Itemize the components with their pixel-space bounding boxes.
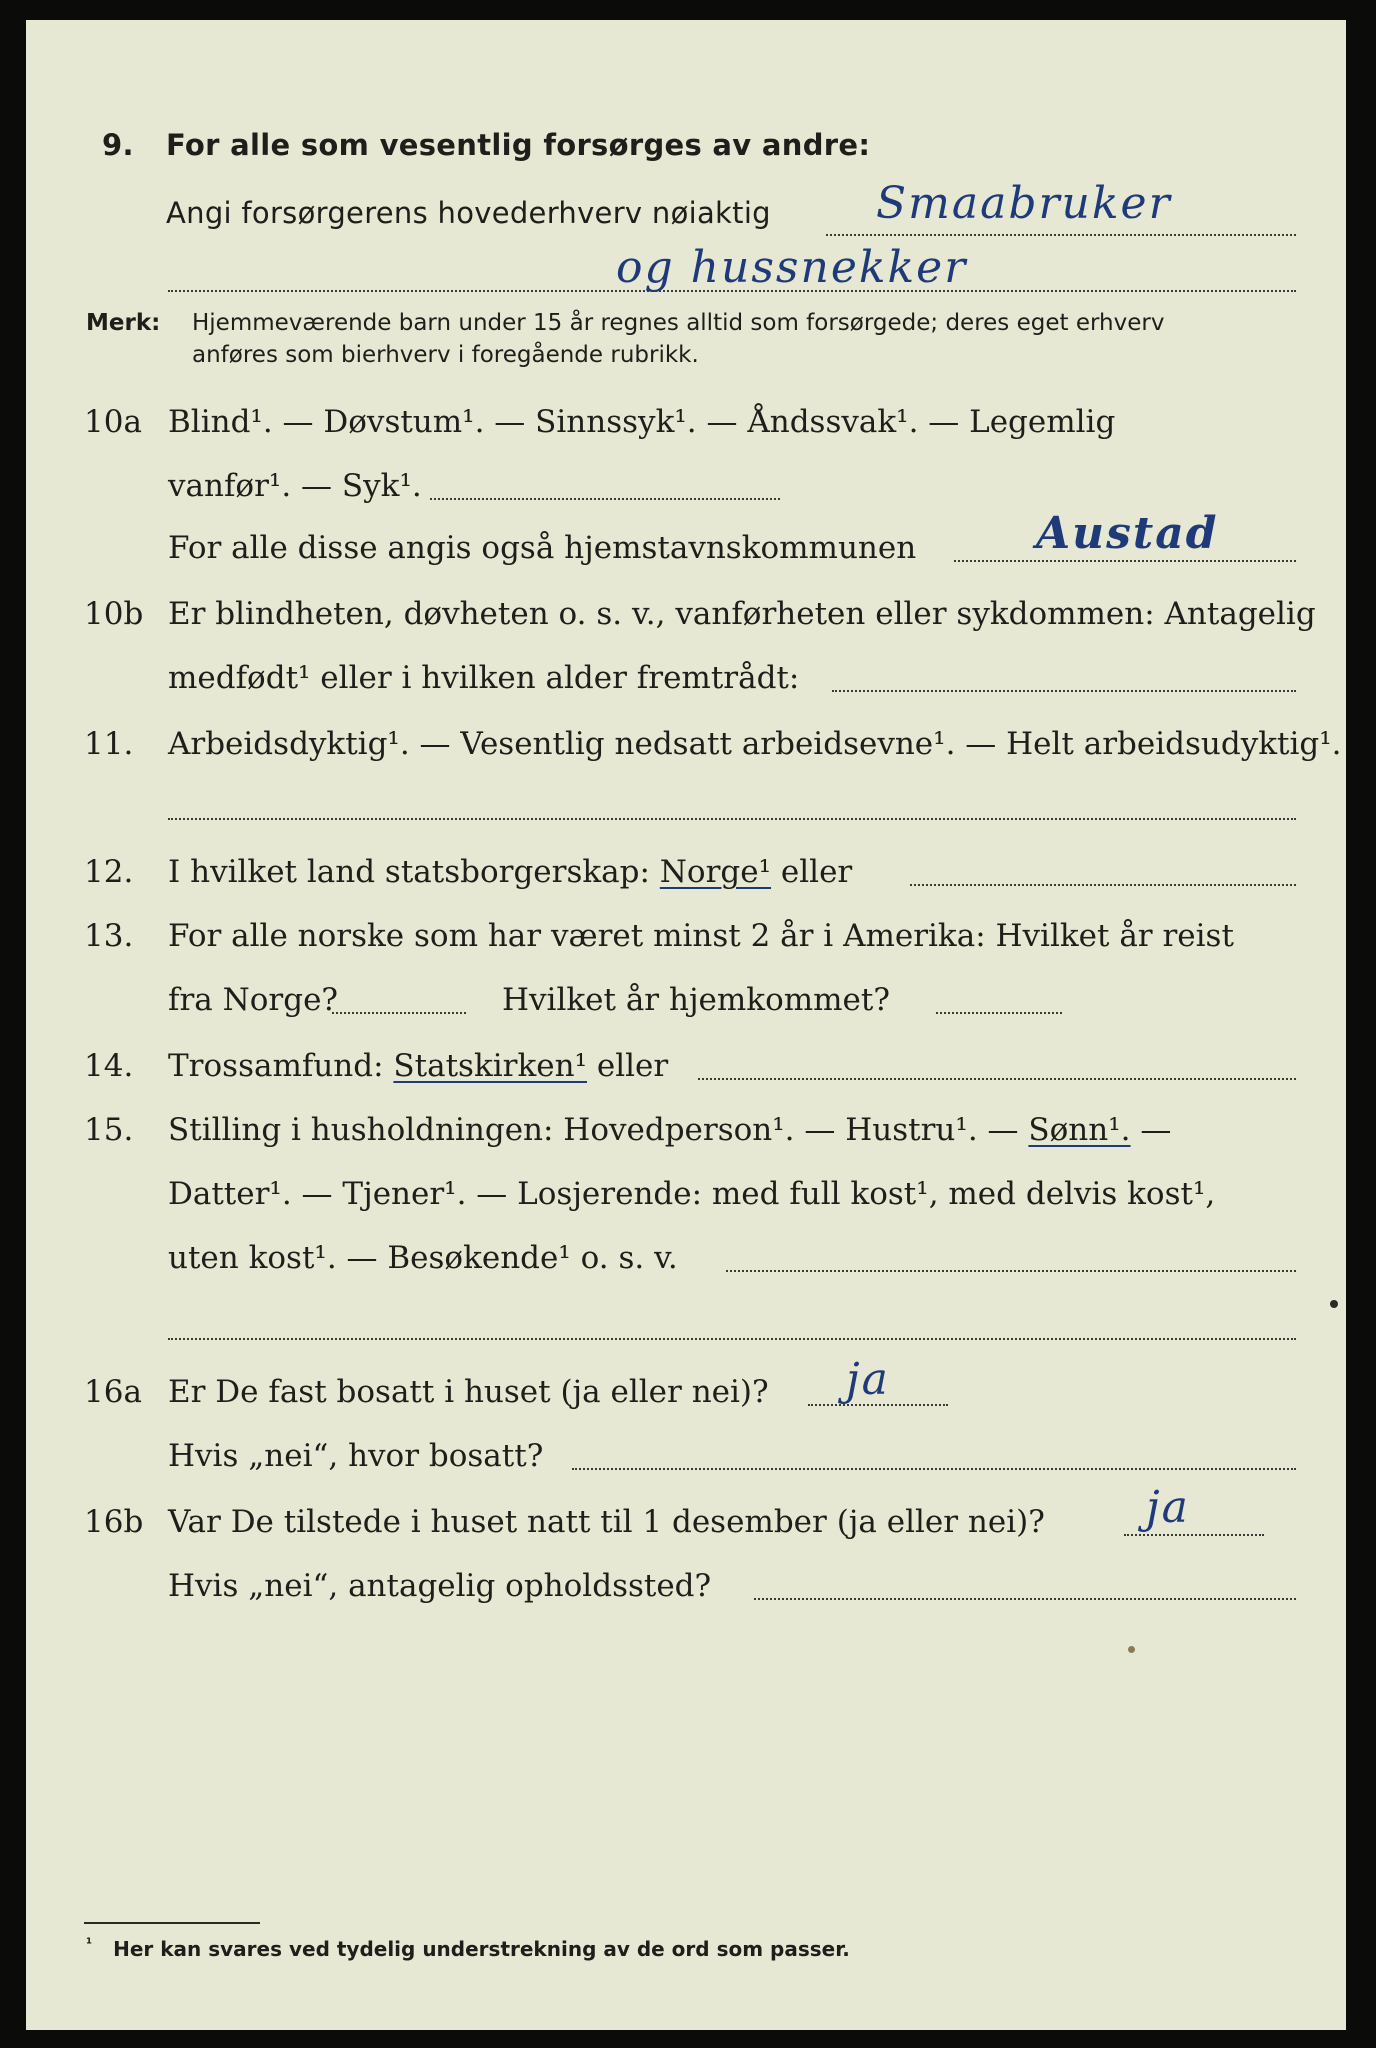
q10a-number: 10a	[84, 404, 142, 440]
q15-answer-line1	[726, 1270, 1296, 1272]
paper-speck	[1330, 1300, 1338, 1308]
q12-norge-underlined: Norge¹	[659, 854, 772, 890]
q12-post: eller	[780, 854, 853, 890]
q11-number: 11.	[84, 726, 134, 762]
merk-line1: Hjemmeværende barn under 15 år regnes alltid som forsørgede; deres eget erhverv	[192, 310, 1165, 336]
q16a-answer-handwritten: ja	[846, 1354, 890, 1405]
q14-answer-line	[698, 1078, 1296, 1080]
q13-line2a: fra Norge?	[168, 982, 339, 1018]
q13-hjemkommet-line	[936, 1012, 1062, 1014]
q16b-line1: Var De tilstede i huset natt til 1 desember (ja eller nei)?	[168, 1504, 1045, 1540]
census-form-page	[26, 20, 1346, 2030]
q15-line3: uten kost¹. — Besøkende¹ o. s. v.	[168, 1240, 678, 1276]
q14-pre: Trossamfund:	[168, 1048, 384, 1084]
q10a-answer-line	[954, 560, 1296, 562]
q16b-line2: Hvis „nei“, antagelig opholdssted?	[168, 1568, 712, 1604]
q10a-answer-handwritten: Austad	[1036, 508, 1219, 559]
q16b-opholdssted-line	[754, 1598, 1296, 1600]
q13-reist-line	[332, 1012, 466, 1014]
q12-answer-line	[910, 884, 1296, 886]
q16b-number: 16b	[84, 1504, 144, 1540]
q12-pre: I hvilket land statsborgerskap:	[168, 854, 650, 890]
q16a-number: 16a	[84, 1374, 142, 1410]
q9-answer-line1	[826, 234, 1296, 236]
q10a-line3: For alle disse angis også hjemstavnskommunen	[168, 530, 917, 566]
q10b-line2: medfødt¹ eller i hvilken alder fremtrådt:	[168, 660, 800, 696]
q16a-line2: Hvis „nei“, hvor bosatt?	[168, 1438, 544, 1474]
q10a-line1: Blind¹. — Døvstum¹. — Sinnssyk¹. — Åndssvak¹. — Legemlig	[168, 404, 1116, 440]
q15-line1-post: —	[1140, 1112, 1172, 1148]
q14-post: eller	[596, 1048, 669, 1084]
q14-line	[168, 1048, 668, 1084]
q10a-syk-line	[430, 498, 780, 500]
q12-number: 12.	[84, 854, 134, 890]
q11-line1: Arbeidsdyktig¹. — Vesentlig nedsatt arbeidsevne¹. — Helt arbeidsudyktig¹.	[168, 726, 1342, 762]
q9-answer2-handwritten: og hussnekker	[616, 242, 968, 293]
q10a-line2: vanfør¹. — Syk¹.	[168, 468, 422, 504]
q15-line1-pre: Stilling i husholdningen: Hovedperson¹. — Hustru¹. —	[168, 1112, 1019, 1148]
footnote-marker: ¹	[86, 1936, 93, 1952]
q11-answer-line	[168, 818, 1296, 820]
q9-line1: For alle som vesentlig forsørges av andre:	[166, 128, 871, 162]
q15-line2: Datter¹. — Tjener¹. — Losjerende: med full kost¹, med delvis kost¹,	[168, 1176, 1216, 1212]
footnote-rule	[84, 1922, 260, 1924]
q9-answer1-handwritten: Smaabruker	[876, 178, 1172, 229]
q10b-answer-line	[832, 690, 1296, 692]
merk-label: Merk:	[86, 310, 161, 336]
footnote-text: Her kan svares ved tydelig understrekning av de ord som passer.	[113, 1936, 850, 1961]
q9-line2: Angi forsørgerens hovederhverv nøiaktig	[166, 196, 771, 230]
merk-line2: anføres som bierhverv i foregående rubrikk.	[192, 342, 699, 368]
q14-number: 14.	[84, 1048, 134, 1084]
q15-number: 15.	[84, 1112, 134, 1148]
q13-number: 13.	[84, 918, 134, 954]
q16a-bosatt-line	[572, 1468, 1296, 1470]
q9-number: 9.	[102, 128, 134, 162]
q10b-number: 10b	[84, 596, 144, 632]
q13-line2b: Hvilket år hjemkommet?	[502, 982, 890, 1018]
q15-answer-line2	[168, 1338, 1296, 1340]
q16b-answer-handwritten: ja	[1146, 1482, 1190, 1533]
q12-line	[168, 854, 852, 890]
q16a-line1: Er De fast bosatt i huset (ja eller nei)?	[168, 1374, 769, 1410]
footnote	[86, 1936, 850, 1961]
q15-line1	[168, 1112, 1171, 1148]
q15-sonn-underlined: Sønn¹.	[1028, 1112, 1131, 1148]
q16b-answer-line	[1124, 1534, 1264, 1536]
q13-line1: For alle norske som har været minst 2 år i Amerika: Hvilket år reist	[168, 918, 1234, 954]
q10b-line1: Er blindheten, døvheten o. s. v., vanførheten eller sykdommen: Antagelig	[168, 596, 1316, 632]
paper-speck	[1128, 1646, 1135, 1653]
q14-statskirken-underlined: Statskirken¹	[393, 1048, 587, 1084]
